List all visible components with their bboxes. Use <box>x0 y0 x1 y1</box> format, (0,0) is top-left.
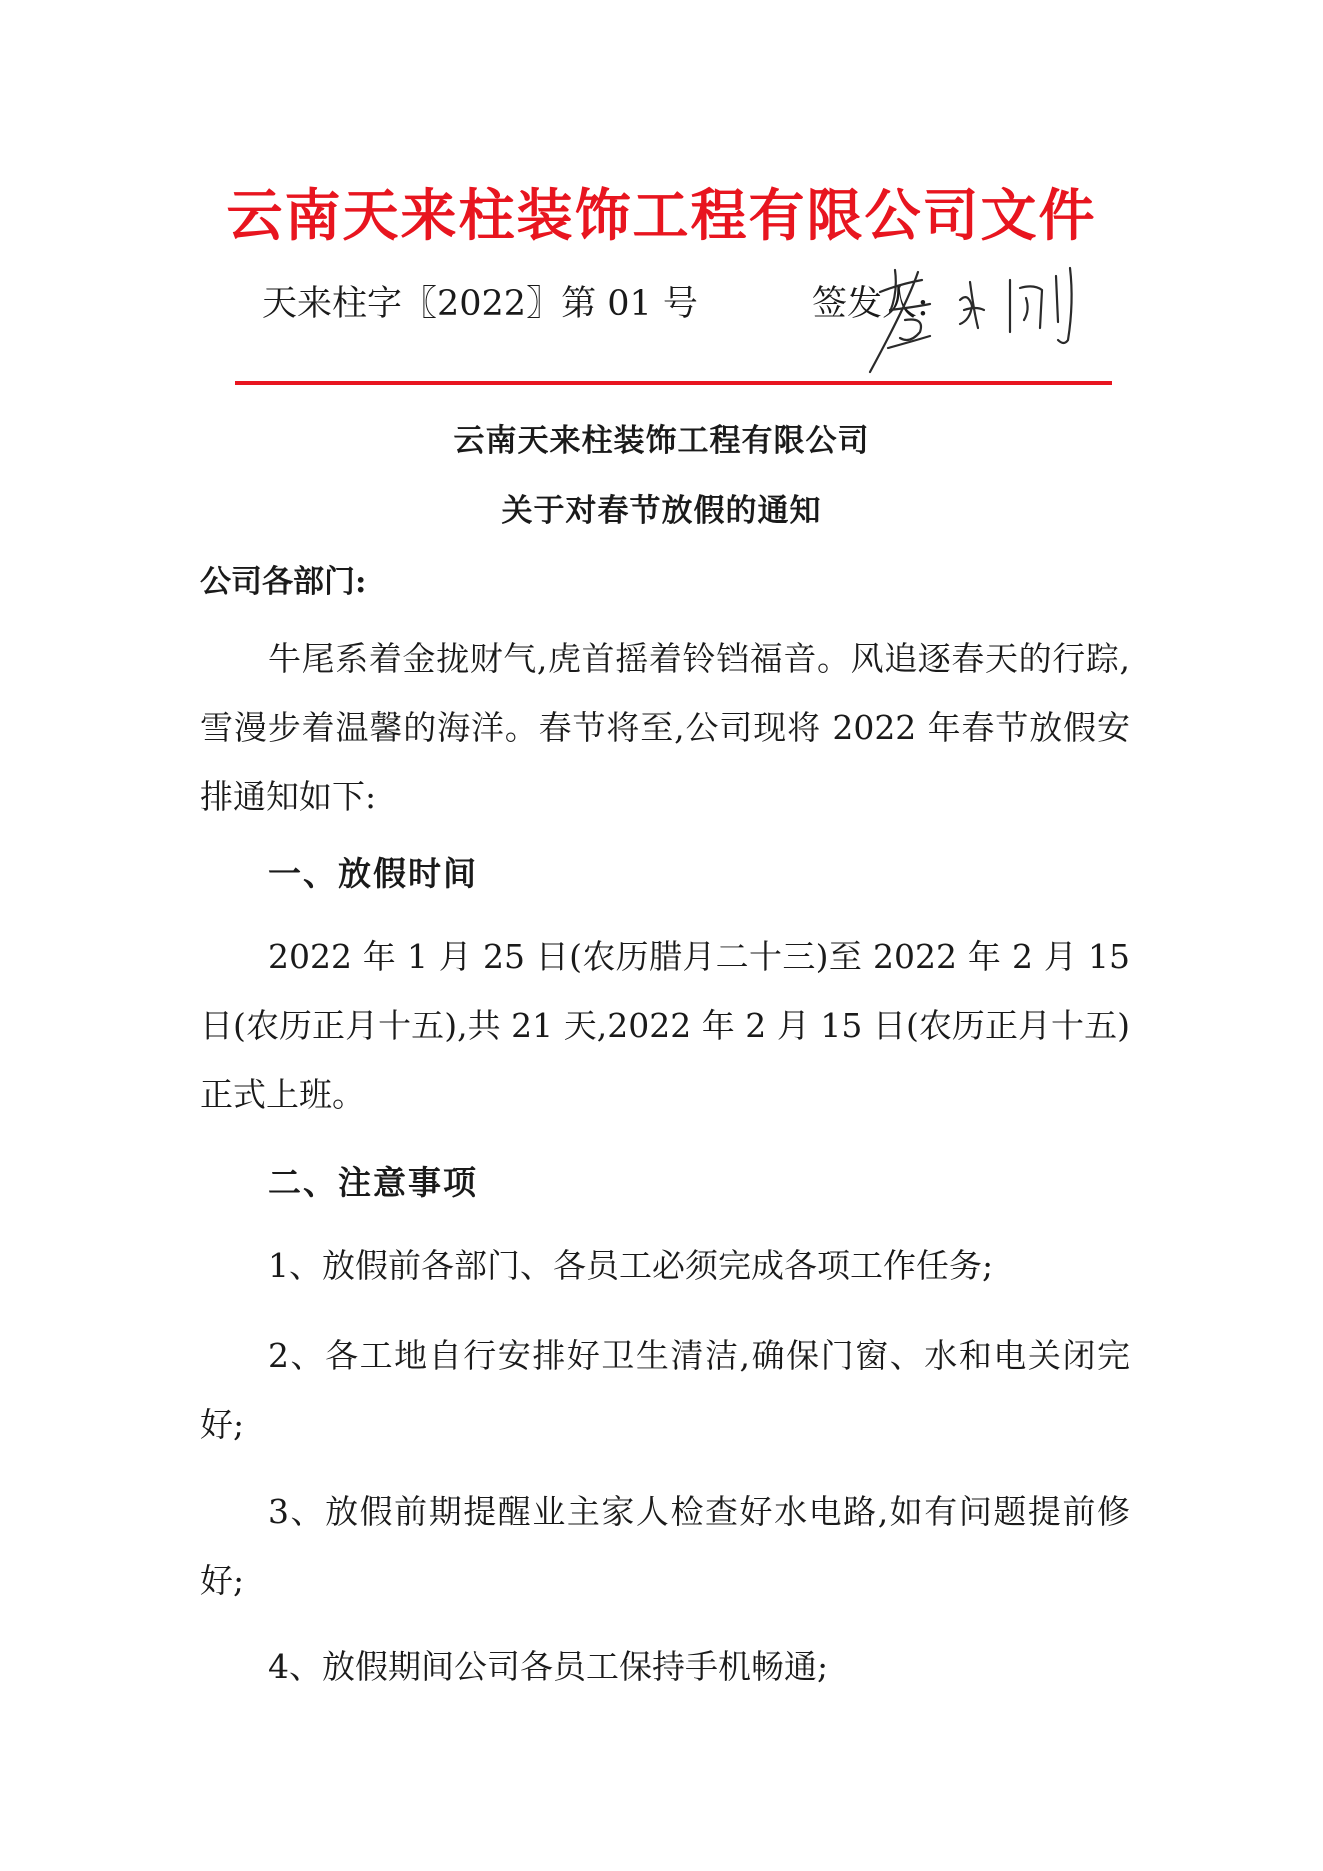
notice-title: 关于对春节放假的通知 <box>501 493 822 529</box>
salutation: 公司各部门: <box>200 564 367 600</box>
handwritten-signature <box>860 262 1130 382</box>
header-divider-line <box>235 381 1112 385</box>
notice-item-4: 4、放假期间公司各员工保持手机畅通; <box>268 1647 829 1686</box>
notice-item-2: 2、各工地自行安排好卫生清洁,确保门窗、水和电关闭完好; <box>200 1336 1130 1444</box>
notice-org-name: 云南天来柱装饰工程有限公司 <box>453 423 870 459</box>
document-header-title: 云南天来柱装饰工程有限公司文件 <box>226 183 1097 249</box>
document-number: 天来柱字〖2022〗第 01 号 <box>262 284 698 324</box>
section-1-title: 一、放假时间 <box>268 854 478 893</box>
notice-item-1: 1、放假前各部门、各员工必须完成各项工作任务; <box>268 1246 994 1285</box>
notice-item-3: 3、放假前期提醒业主家人检查好水电路,如有问题提前修好; <box>200 1492 1130 1600</box>
section-1-text: 2022 年 1 月 25 日(农历腊月二十三)至 2022 年 2 月 15 日(农历正月十五),共 21 天,2022 年 2 月 15 日(农历正月十五)正式上班。 <box>200 937 1130 1114</box>
section-2-title: 二、注意事项 <box>268 1163 478 1202</box>
intro-paragraph: 牛尾系着金拢财气,虎首摇着铃铛福音。风追逐春天的行踪,雪漫步着温馨的海洋。春节将至,公司现将 2022 年春节放假安排通知如下: <box>200 639 1130 816</box>
issuer-label: 签发人: <box>812 284 929 324</box>
